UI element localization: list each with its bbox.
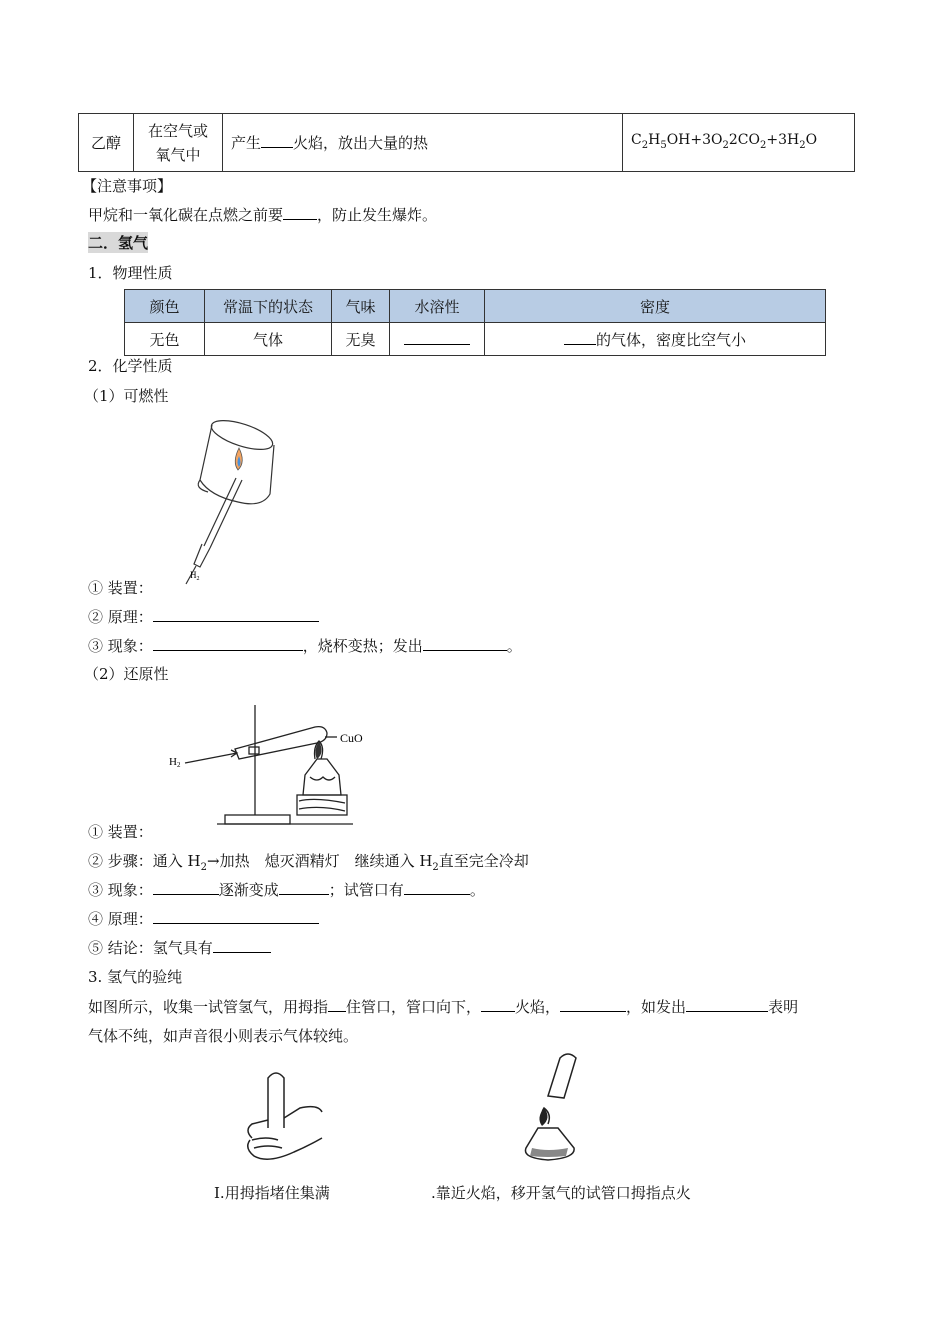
notes-text: 甲烷和一氧化碳在点燃之前要 ，防止发生爆炸。: [88, 206, 438, 224]
cell-color: 无色: [125, 323, 205, 356]
chem-title: 2．化学性质: [88, 357, 173, 375]
cell-ethanol: 乙醇: [79, 114, 134, 172]
physical-properties-table: [124, 289, 826, 356]
alcohol-lamp: [303, 759, 341, 795]
cell-density: 的气体，密度比空气小: [485, 323, 826, 356]
rubber-tube: [194, 544, 210, 567]
header-odor: 气味: [332, 290, 390, 323]
stand-base: [225, 815, 290, 824]
inverted-test-tube: [548, 1054, 576, 1098]
reduction-steps: ② 步骤：通入 $H_2\to$加热 熄灭酒精灯 继续通入 $H_2$直至完全冷却: [88, 852, 529, 873]
purity-paragraph-1: 如图所示，收集一试管氢气，用拇指 住管口，管口向下， 火焰， ，如发出 表明: [88, 998, 799, 1016]
combustibility-title: （1）可燃性: [84, 387, 169, 405]
header-state: 常温下的状态: [205, 290, 332, 323]
phys-title: 1．物理性质: [88, 264, 173, 282]
cell-odor: 无臭: [332, 323, 390, 356]
tube-near-flame-figure: [518, 1052, 598, 1172]
reduction-phenomenon: ③ 现象： 逐渐变成 ；试管口有 。: [88, 881, 485, 899]
cell-condition: 在空气或 氧气中: [134, 114, 223, 172]
purity-title: 3. 氢气的验纯: [88, 968, 183, 986]
header-color: 颜色: [125, 290, 205, 323]
cell-solubility: [390, 323, 485, 356]
purity-paragraph-2: 气体不纯，如声音很小则表示气体较纯。: [88, 1027, 359, 1045]
ethanol-table: [78, 113, 855, 172]
beaker-rim: [208, 418, 276, 455]
cuo-label: CuO: [340, 731, 363, 745]
caption-step-1: I.用拇指堵住集满: [214, 1184, 330, 1202]
h2-label-reduction: H2: [169, 756, 181, 769]
h2-label: $H_2$: [190, 570, 200, 582]
reduction-apparatus-figure: [165, 697, 375, 832]
combustion-device: ① 装置：: [88, 579, 153, 597]
cell-state: 气体: [205, 323, 332, 356]
combustion-apparatus-figure: [150, 418, 290, 590]
wood-block: [297, 795, 347, 815]
combustion-principle: ② 原理：: [88, 606, 319, 627]
reducibility-title: （2）还原性: [84, 665, 169, 683]
notes-title: 【注意事项】: [82, 177, 173, 195]
h2-arrow: [185, 753, 237, 763]
reduction-principle: ④ 原理：: [88, 908, 319, 929]
header-density: 密度: [485, 290, 826, 323]
thumb-on-tube-figure: [238, 1068, 328, 1168]
cell-equation: $C_2H_5OH+3O_22CO_2+3H_2O$: [623, 114, 855, 172]
section-title-hydrogen: 二．氢气: [88, 234, 149, 252]
reduction-device: ① 装置：: [88, 823, 153, 841]
glass-tube: [204, 478, 242, 548]
header-solubility: 水溶性: [390, 290, 485, 323]
test-tube-upright: [268, 1073, 284, 1128]
hand-outline: [248, 1107, 322, 1160]
combustion-phenomenon: ③ 现象： ，烧杯变热；发出 。: [88, 637, 522, 655]
caption-step-2: .靠近火焰，移开氢气的试管口拇指点火: [431, 1184, 691, 1202]
reduction-conclusion: ⑤ 结论：氢气具有: [88, 937, 271, 958]
cell-phenomenon: 产生 火焰，放出大量的热: [223, 114, 623, 172]
